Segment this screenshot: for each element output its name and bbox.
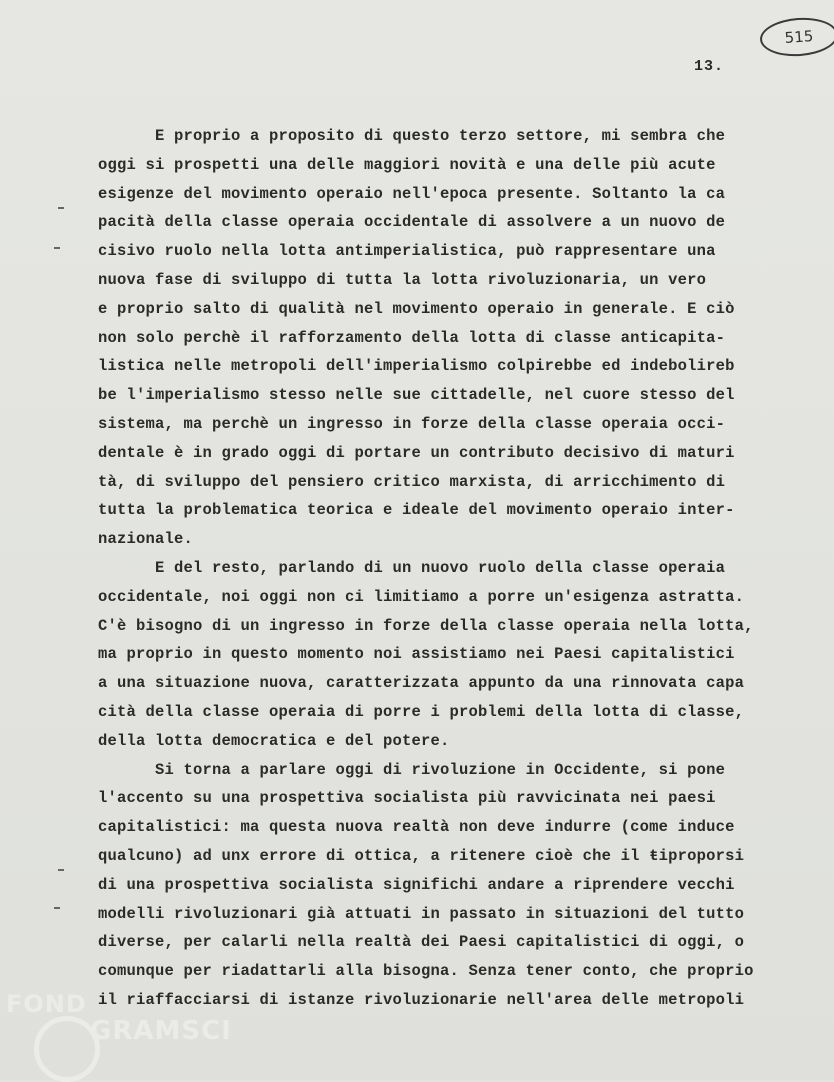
text-line: qualcuno) ad unx errore di ottica, a ritenere cioè che il ŧiproporsi	[98, 846, 745, 865]
text-line: listica nelle metropoli dell'imperialismo colpirebbe ed indebolireb	[98, 357, 735, 376]
text-line: sistema, ma perchè un ingresso in forze della classe operaia occi-	[98, 414, 726, 433]
text-line: di una prospettiva socialista significhi andare a riprendere vecchi	[98, 875, 735, 894]
text-line: Si torna a parlare oggi di rivoluzione in Occidente, si pone	[98, 760, 726, 779]
text-line: cità della classe operaia di porre i problemi della lotta di classe,	[98, 702, 745, 721]
page-number: 13.	[694, 58, 725, 75]
text-line: be l'imperialismo stesso nelle sue cittadelle, nel cuore stesso del	[98, 386, 735, 405]
text-line: esigenze del movimento operaio nell'epoca presente. Soltanto la ca	[98, 184, 726, 203]
text-line: tutta la problematica teorica e ideale del movimento operaio inter-	[98, 501, 735, 520]
body-text	[98, 122, 758, 1015]
watermark-text-gramsci: GRAMSCI	[90, 1016, 232, 1046]
text-line: C'è bisogno di un ingresso in forze della classe operaia nella lotta,	[98, 616, 754, 635]
text-line: l'accento su una prospettiva socialista più ravvicinata nei paesi	[98, 789, 716, 808]
text-line: comunque per riadattarli alla bisogna. Senza tener conto, che proprio	[98, 962, 754, 981]
text-line: e proprio salto di qualità nel movimento operaio in generale. E ciò	[98, 299, 735, 318]
archive-number-stamp	[759, 15, 834, 58]
text-line: non solo perchè il rafforzamento della lotta di classe anticapita-	[98, 328, 726, 347]
text-line: pacità della classe operaia occidentale di assolvere a un nuovo de	[98, 213, 726, 232]
text-line: occidentale, noi oggi non ci limitiamo a porre un'esigenza astratta.	[98, 587, 745, 606]
text-line: tà, di sviluppo del pensiero critico marxista, di arricchimento di	[98, 472, 726, 491]
margin-mark	[58, 207, 64, 209]
text-line: E proprio a proposito di questo terzo settore, mi sembra che	[98, 127, 726, 145]
text-line: oggi si prospetti una delle maggiori novità e una delle più acute	[98, 155, 716, 174]
watermark-logo	[4, 988, 232, 1078]
text-line: il riaffacciarsi di istanze rivoluzionarie nell'area delle metropoli	[98, 990, 745, 1009]
margin-mark	[58, 869, 64, 871]
text-line: nazionale.	[98, 530, 194, 549]
text-line: dentale è in grado oggi di portare un contributo decisivo di maturi	[98, 443, 735, 462]
watermark-text-fond: FOND	[6, 990, 87, 1018]
text-line: ma proprio in questo momento noi assistiamo nei Paesi capitalistici	[98, 645, 735, 664]
text-line: a una situazione nuova, caratterizzata appunto da una rinnovata capa	[98, 674, 745, 693]
margin-mark	[54, 907, 60, 909]
text-line: modelli rivoluzionari già attuati in passato in situazioni del tutto	[98, 904, 745, 923]
text-line: nuova fase di sviluppo di tutta la lotta rivoluzionaria, un vero	[98, 270, 707, 289]
text-line: cisivo ruolo nella lotta antimperialistica, può rappresentare una	[98, 242, 716, 261]
text-line: diverse, per calarli nella realtà dei Paesi capitalistici di oggi, o	[98, 933, 745, 952]
archive-number: 515	[784, 27, 814, 47]
margin-mark	[54, 247, 60, 249]
text-line: della lotta democratica e del potere.	[98, 731, 450, 750]
text-line: capitalistici: ma questa nuova realtà non deve indurre (come induce	[98, 818, 735, 837]
text-line: E del resto, parlando di un nuovo ruolo della classe operaia	[98, 558, 726, 577]
